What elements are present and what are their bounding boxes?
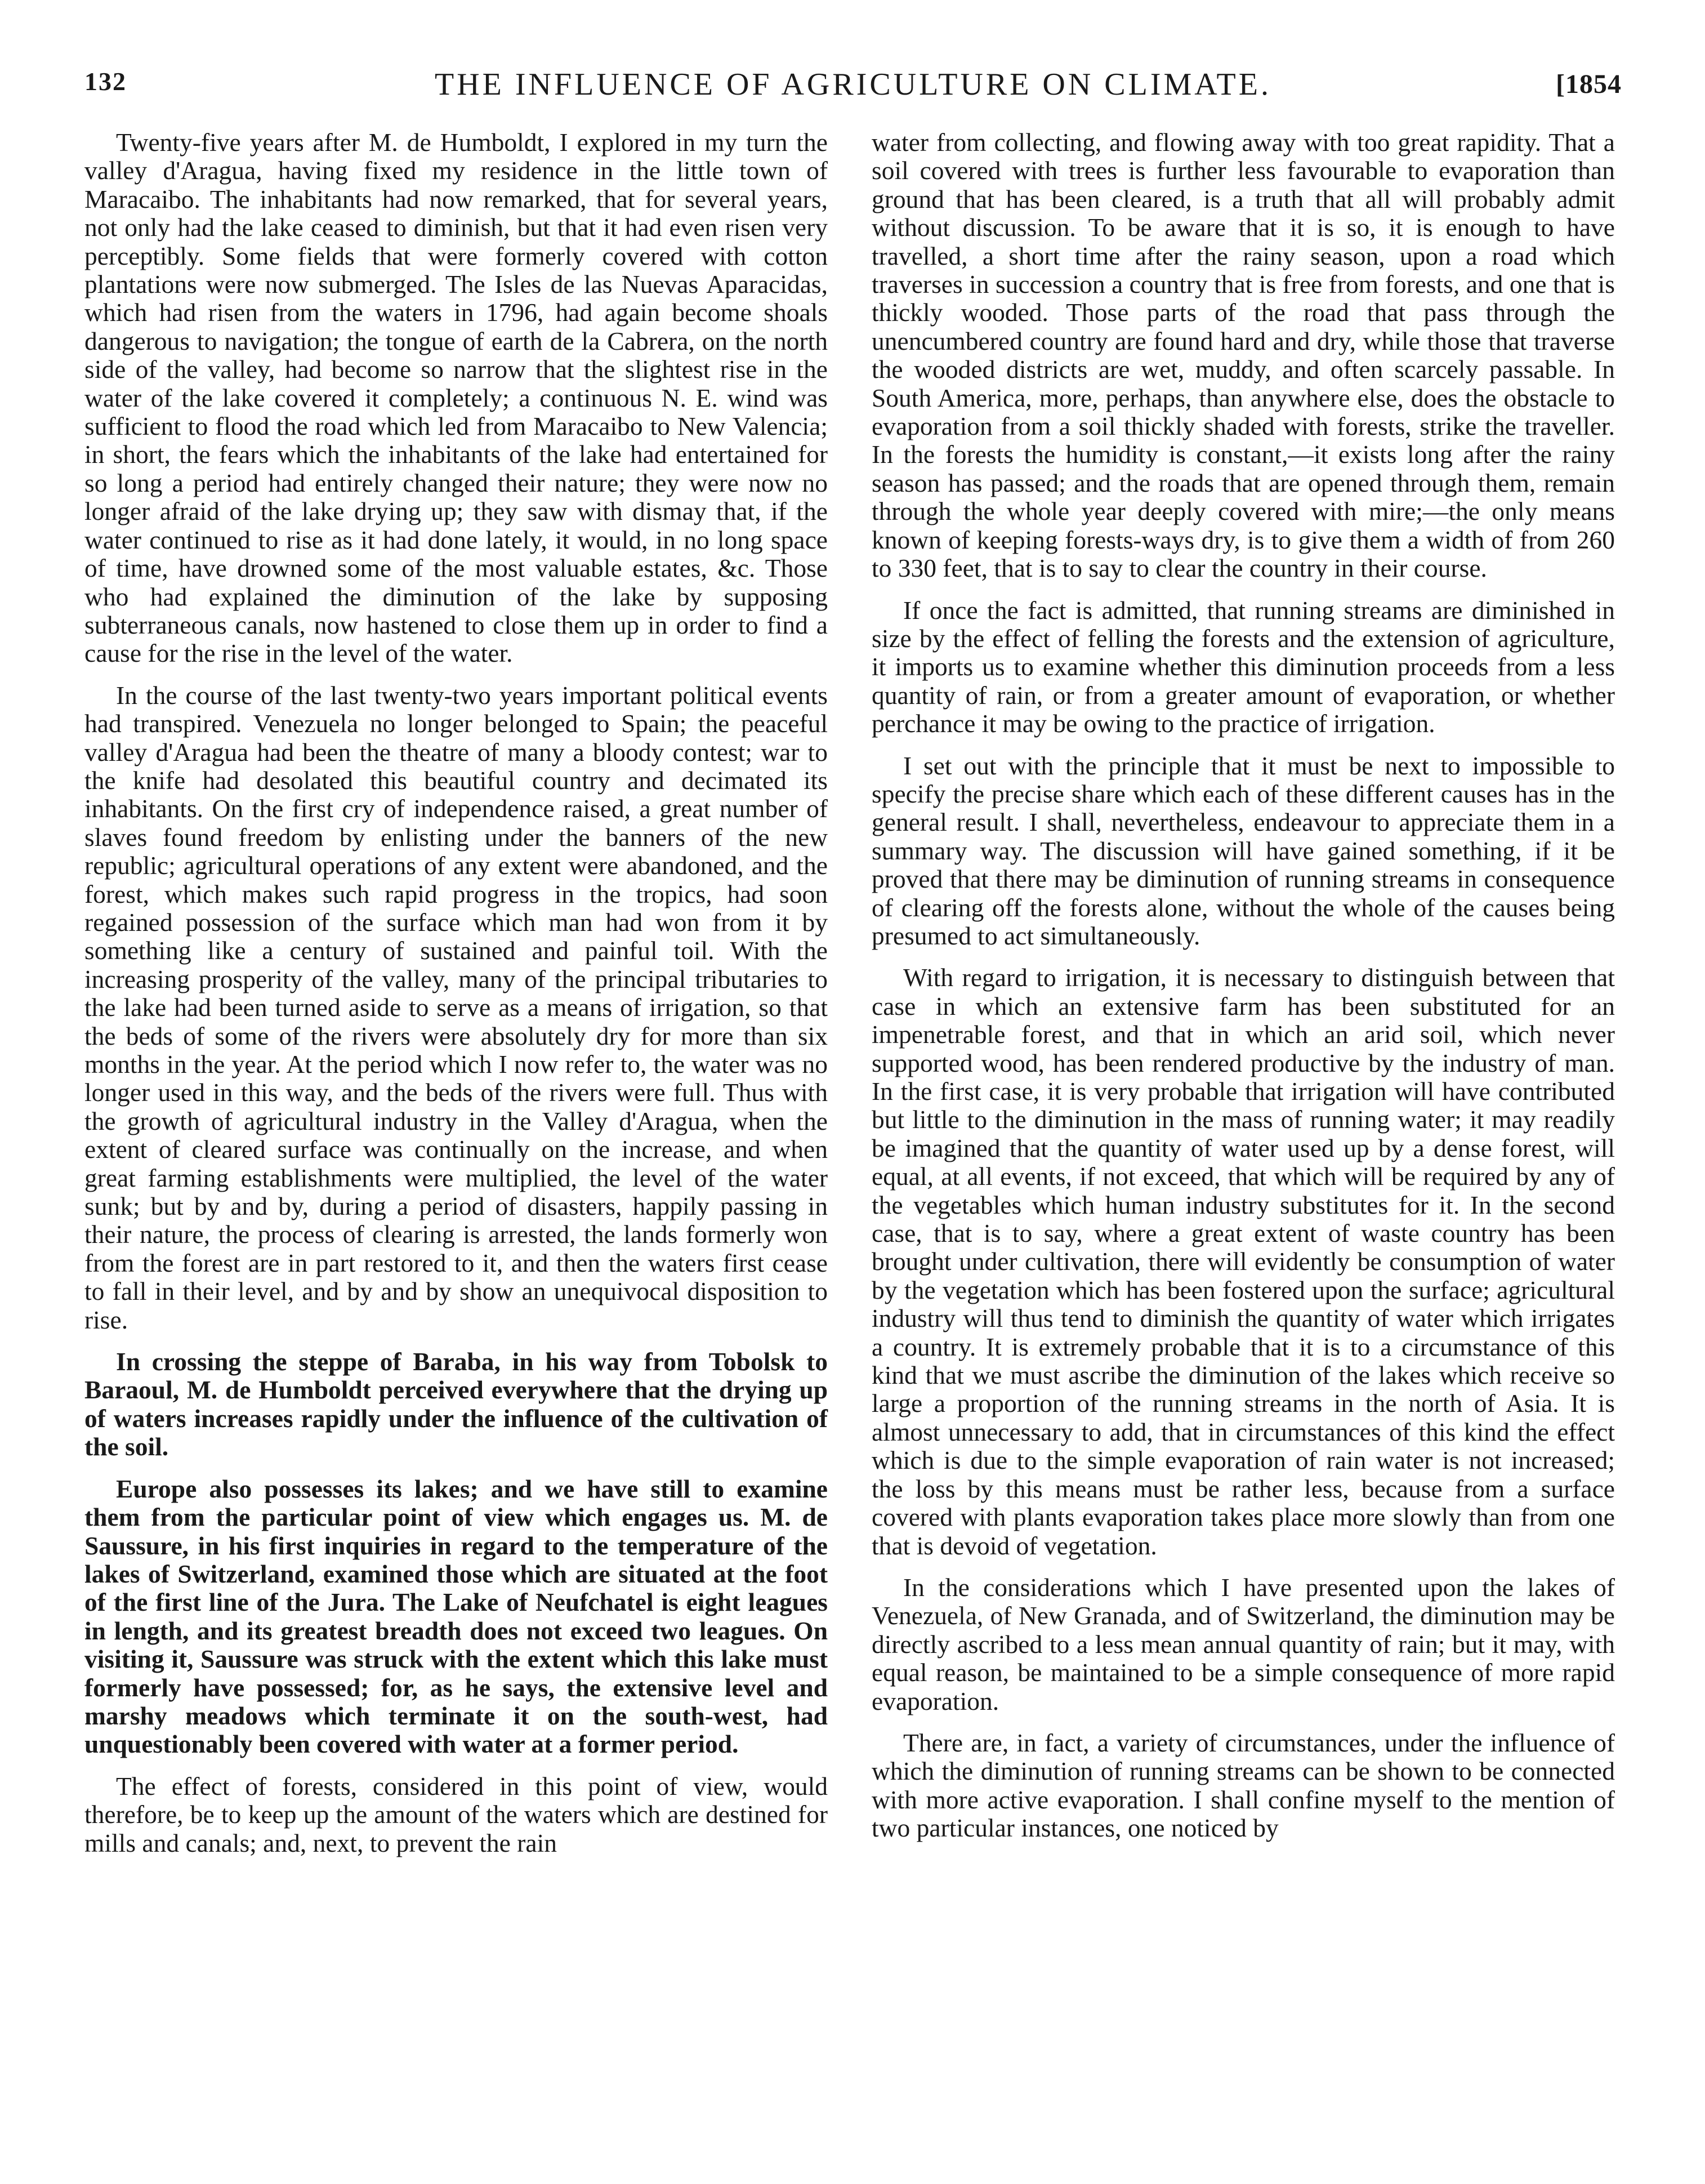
paragraph: In crossing the steppe of Baraba, in his way from Tobolsk to Baraoul, M. de Humboldt perceived everywhere that the drying up of waters increases rapidly under the influence of the cultivation of the soil.	[84, 1347, 828, 1461]
left-column	[84, 128, 828, 1871]
paragraph: water from collecting, and flowing away with too great rapidity. That a soil covered with trees is further less favourable to evaporation than ground that has been cleared, is a truth that all will probably admit without discussion. To be aware that it is so, it is enough to have travelled, a short time after the rainy season, upon a road which traverses in succession a country that is free from forests, and one that is thickly wooded. Those parts of the road that pass through the unencumbered country are found hard and dry, while those that traverse the wooded districts are wet, muddy, and often scarcely passable. In South America, more, perhaps, than anywhere else, does the obstacle to evaporation from a soil thickly shaded with forests, strike the traveller. In the forests the humidity is constant,—it exists long after the rainy season has passed; and the roads that are opened through them, remain through the whole year deeply covered with mire;—the only means known of keeping forests-ways dry, is to give them a width of from 260 to 330 feet, that is to say to clear the country in their course.	[872, 128, 1615, 583]
running-head	[84, 66, 1622, 112]
paragraph: If once the fact is admitted, that running streams are diminished in size by the effect of felling the forests and the extension of agriculture, it imports us to examine whether this diminution proceeds from a less quantity of rain, or from a greater amount of evaporation, or whether perchance it may be owing to the practice of irrigation.	[872, 595, 1615, 738]
paragraph: Twenty-five years after M. de Humboldt, I explored in my turn the valley d'Aragua, having fixed my residence in the little town of Maracaibo. The inhabitants had now remarked, that for several years, not only had the lake ceased to diminish, but that it had even risen very perceptibly. Some fields that were formerly covered with cotton plantations were now submerged. The Isles de las Nuevas Aparacidas, which had risen from the waters in 1796, had again become shoals dangerous to navigation; the tongue of earth de la Cabrera, on the north side of the valley, had become so narrow that the slightest rise in the water of the lake covered it completely; a continuous N. E. wind was sufficient to flood the road which led from Maracaibo to New Valencia; in short, the fears which the inhabitants of the lake had entertained for so long a period had entirely changed their nature; they were now no longer afraid of the lake drying up; they saw with dismay that, if the water continued to rise as it had done lately, it would, in no long space of time, have drowned some of the most valuable estates, &c. Those who had explained the diminution of the lake by supposing subterraneous canals, now hastened to close them up in order to find a cause for the rise in the level of the water.	[84, 128, 828, 668]
header-year: [1854	[1556, 69, 1622, 99]
paragraph: I set out with the principle that it must be next to impossible to specify the precise share which each of these different causes has in the general result. I shall, nevertheless, endeavour to appreciate them in a summary way. The discussion will have gained something, if it be proved that there may be diminution of running streams in consequence of clearing off the forests alone, without the whole of the causes being presumed to act simultaneously.	[872, 751, 1615, 950]
paragraph: In the considerations which I have presented upon the lakes of Venezuela, of New Granada, and of Switzerland, the diminution may be directly ascribed to a less mean annual quantity of rain; but it may, with equal reason, be maintained to be a simple consequence of more rapid evaporation.	[872, 1572, 1615, 1715]
paragraph: There are, in fact, a variety of circumstances, under the influence of which the diminution of running streams can be shown to be connected with more active evaporation. I shall confine myself to the mention of two particular instances, one noticed by	[872, 1728, 1615, 1843]
running-title: THE INFLUENCE OF AGRICULTURE ON CLIMATE.	[435, 67, 1271, 102]
paragraph: In the course of the last twenty-two years important political events had transpired. Venezuela no longer belonged to Spain; the peaceful valley d'Aragua had been the theatre of many a bloody contest; war to the knife had desolated this beautiful country and decimated its inhabitants. On the first cry of independence raised, a great number of slaves found freedom by enlisting under the banners of the new republic; agricultural operations of any extent were abandoned, and the forest, which makes such rapid progress in the tropics, had soon regained possession of the surface which man had won from it by something like a century of sustained and painful toil. With the increasing prosperity of the valley, many of the principal tributaries to the lake had been turned aside to serve as a means of irrigation, so that the beds of some of the rivers were absolutely dry for more than six months in the year. At the period which I now refer to, the water was no longer used in this way, and the beds of the rivers were full. Thus with the growth of agricultural industry in the Valley d'Aragua, when the extent of cleared surface was continually on the increase, and when great farming establishments were multiplied, the level of the water sunk; but by and by, during a period of disasters, happily passing in their nature, the process of clearing is arrested, the lands formerly won from the forest are in part restored to it, and then the waters first cease to fall in their level, and by and by show an unequivocal disposition to rise.	[84, 680, 828, 1334]
paragraph: Europe also possesses its lakes; and we have still to examine them from the particular point of view which engages us. M. de Saussure, in his first inquiries in regard to the temperature of the lakes of Switzerland, examined those which are situated at the foot of the first line of the Jura. The Lake of Neufchatel is eight leagues in length, and its greatest breadth does not exceed two leagues. On visiting it, Saussure was struck with the extent which this lake must formerly have possessed; for, as he says, the extensive level and marshy meadows which terminate it on the south-west, had unquestionably been covered with water at a former period.	[84, 1474, 828, 1759]
page-number: 132	[84, 67, 127, 96]
paragraph: The effect of forests, considered in this point of view, would therefore, be to keep up the amount of the waters which are destined for mills and canals; and, next, to prevent the rain	[84, 1771, 828, 1857]
right-column	[872, 128, 1615, 1856]
paragraph: With regard to irrigation, it is necessary to distinguish between that case in which an extensive farm has been substituted for an impenetrable forest, and that in which an arid soil, which never supported wood, has been rendered productive by the industry of man. In the first case, it is very probable that irrigation will have contributed but little to the diminution in the mass of running water; it may readily be imagined that the quantity of water used up by a dense forest, will equal, at all events, if not exceed, that which will be required by any of the vegetables which human industry substitutes for it. In the second case, that is to say, where a great extent of waste country has been brought under cultivation, there will evidently be consumption of water by the vegetation which has been fostered upon the surface; agricultural industry will thus tend to diminish the quantity of water which irrigates a country. It is extremely probable that it is to a circumstance of this kind that we must ascribe the diminution of the lakes which receive so large a proportion of the running streams in the north of Asia. It is almost unnecessary to add, that in circumstances of this kind the effect which is due to the simple evaporation of rain water is not increased; the loss by this means must be rather less, because from a surface covered with plants evaporation takes place more slowly than from one that is devoid of vegetation.	[872, 963, 1615, 1560]
